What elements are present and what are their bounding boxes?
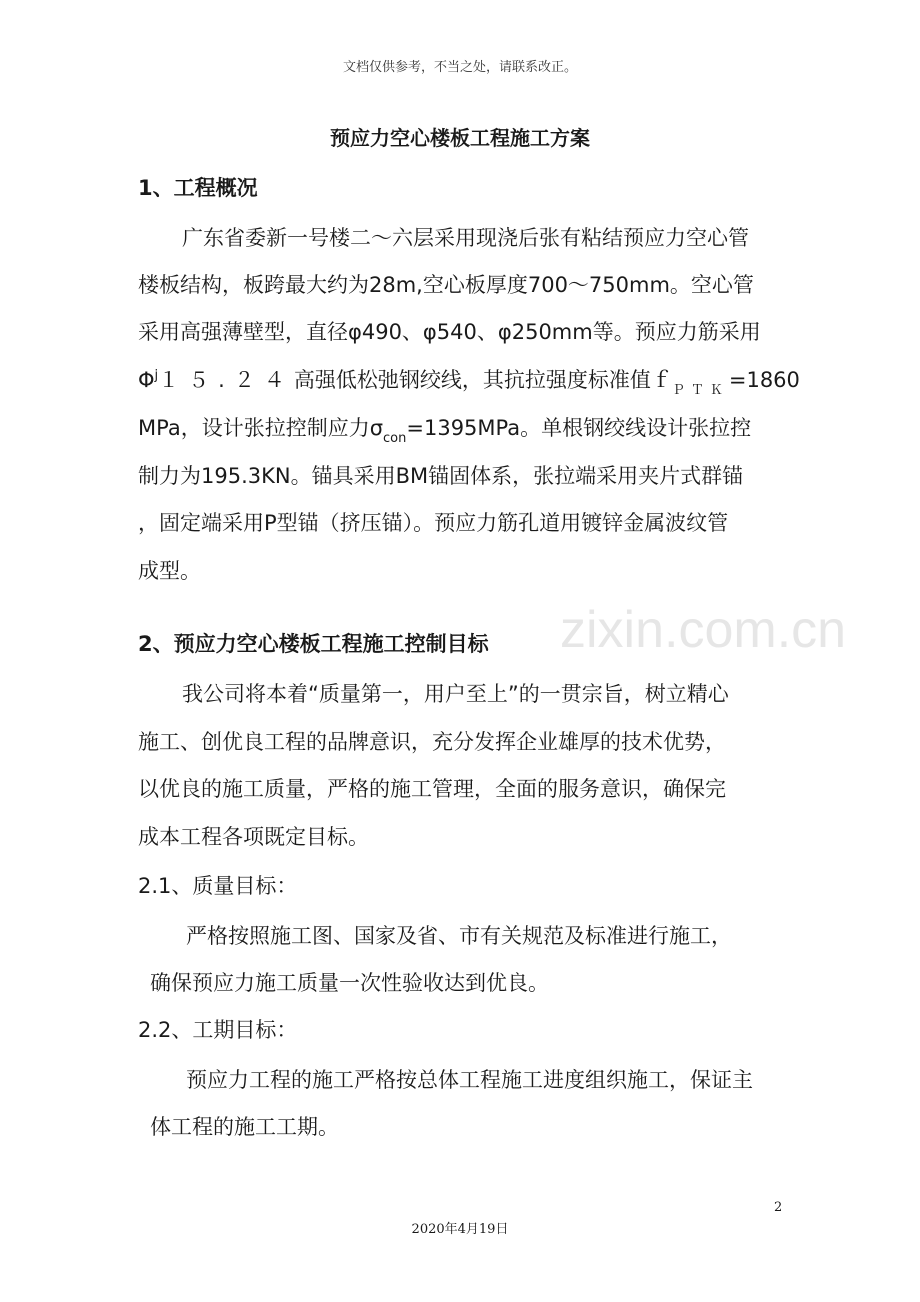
- paragraph-line: 广东省委新一号楼二～六层采用现浇后张有粘结预应力空心管: [182, 226, 749, 250]
- subscript-con: con: [383, 431, 407, 446]
- paragraph-line: 预应力工程的施工严格按总体工程施工进度组织施工，保证主: [186, 1068, 753, 1092]
- symbol-phi: Φ: [138, 368, 155, 392]
- section-1-heading: 1、工程概况: [138, 176, 258, 200]
- paragraph-line: 成型。: [138, 559, 201, 583]
- paragraph-line: 确保预应力施工质量一次性验收达到优良。: [150, 971, 549, 995]
- paragraph-line: 施工、创优良工程的品牌意识，充分发挥企业雄厚的技术优势，: [138, 730, 726, 754]
- superscript-j: j: [154, 368, 159, 383]
- paragraph-line: 我公司将本着“质量第一，用户至上”的一贯宗旨，树立精心: [182, 682, 729, 706]
- paragraph-line: [138, 364, 800, 398]
- footer-date: 2020年4月19日: [411, 1222, 509, 1237]
- document-title: 预应力空心楼板工程施工方案: [330, 126, 590, 150]
- paragraph-line: 制力为195.3KN。锚具采用BM锚固体系，张拉端采用夹片式群锚: [138, 464, 744, 488]
- page-number: 2: [774, 1200, 783, 1215]
- paragraph-line: 成本工程各项既定目标。: [138, 825, 369, 849]
- paragraph-line: 体工程的施工工期。: [150, 1115, 339, 1139]
- watermark: zixin.com.cn: [560, 601, 847, 659]
- strand-diameter: １５.２４: [158, 368, 294, 392]
- paragraph-line: 采用高强薄壁型，直径φ490、φ540、φ250mm等。预应力筋采用: [138, 320, 761, 344]
- text-segment: MPa，设计张拉控制应力σ: [138, 416, 384, 440]
- text-segment: 高强低松弛钢绞线，其抗拉强度标准值ｆ: [293, 368, 672, 392]
- paragraph-line: ，固定端采用P型锚（挤压锚）。预应力筋孔道用镀锌金属波纹管: [138, 511, 729, 535]
- paragraph-line: 楼板结构，板跨最大约为28m,空心板厚度700～750mm。空心管: [138, 273, 754, 297]
- paragraph-line: [138, 412, 752, 446]
- header-note: 文档仅供参考，不当之处，请联系改正。: [342, 60, 577, 75]
- text-segment: =1395MPa。单根钢绞线设计张拉控: [406, 416, 752, 440]
- paragraph-line: 严格按照施工图、国家及省、市有关规范及标准进行施工，: [186, 924, 732, 948]
- paragraph-line: 以优良的施工质量，严格的施工管理，全面的服务意识，确保完: [138, 777, 726, 801]
- subsection-2-1-heading: 2.1、质量目标：: [138, 874, 298, 898]
- section-2-heading: 2、预应力空心楼板工程施工控制目标: [138, 632, 489, 656]
- subsection-2-2-heading: 2.2、工期目标：: [138, 1018, 298, 1042]
- subscript-ptk: ＰＴＫ: [671, 383, 729, 398]
- text-segment: =1860: [728, 368, 800, 392]
